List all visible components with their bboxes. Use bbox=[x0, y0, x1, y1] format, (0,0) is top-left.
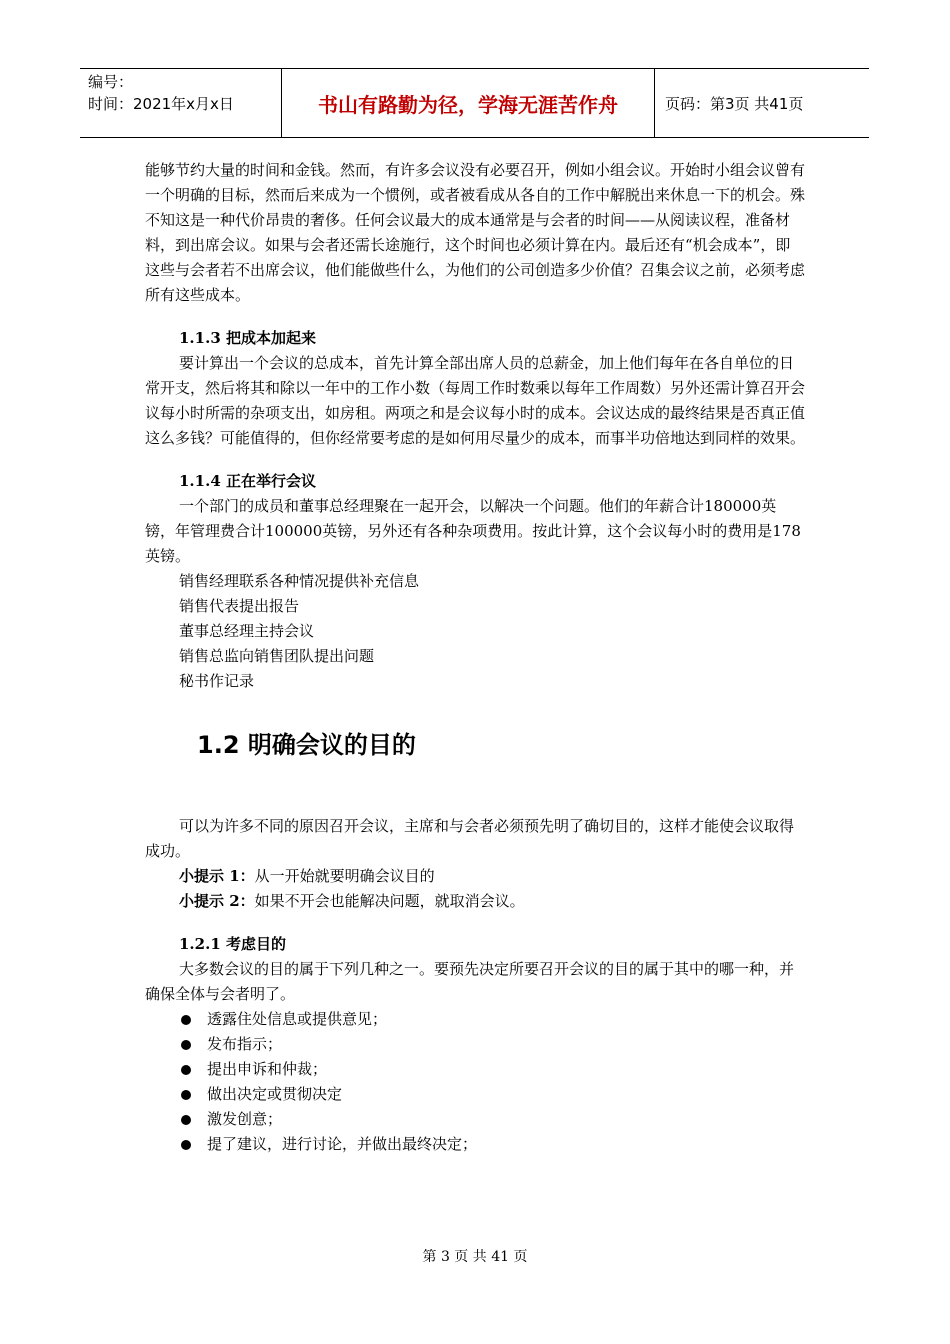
heading-1-1-3: 1.1.3 把成本加起来 bbox=[179, 329, 316, 347]
page-footer: 第 3 页 共 41 页 bbox=[422, 1249, 528, 1265]
paragraph: 可以为许多不同的原因召开会议，主席和与会者必须预先明了确切目的，这样才能使会议取得成功。 bbox=[145, 817, 795, 860]
heading-1-2-1: 1.2.1 考虑目的 bbox=[179, 935, 286, 953]
list-item-text: 提出申诉和仲裁； bbox=[207, 1060, 328, 1078]
list-item bbox=[179, 1107, 805, 1132]
document-body bbox=[145, 158, 805, 1157]
bullet-icon bbox=[181, 1040, 191, 1050]
list-item-text: 提了建议，进行讨论，并做出最终决定； bbox=[207, 1135, 478, 1153]
tip-1 bbox=[145, 864, 805, 889]
list-item bbox=[179, 1132, 805, 1157]
bullet-icon bbox=[181, 1090, 191, 1100]
paragraph: 一个部门的成员和董事总经理聚在一起开会，以解决一个问题。他们的年薪合计180000英镑，年管理费合计100000英镑，另外还有各种杂项费用。按此计算，这个会议每小时的费用是178英镑。 bbox=[145, 497, 801, 565]
role-line: 秘书作记录 bbox=[179, 672, 255, 690]
bullet-icon bbox=[181, 1115, 191, 1125]
tip-2-label: 小提示 2： bbox=[179, 892, 255, 910]
role-line: 销售总监向销售团队提出问题 bbox=[179, 647, 375, 665]
time-label: 时间：2021年x月x日 bbox=[88, 95, 234, 113]
list-item-text: 发布指示； bbox=[207, 1035, 283, 1053]
heading-1-1-4: 1.1.4 正在举行会议 bbox=[179, 472, 316, 490]
bullet-icon bbox=[181, 1065, 191, 1075]
bullet-icon bbox=[181, 1015, 191, 1025]
heading-1-2: 1.2 明确会议的目的 bbox=[197, 731, 416, 759]
header-motto: 书山有路勤为径，学海无涯苦作舟 bbox=[282, 69, 655, 137]
paragraph: 大多数会议的目的属于下列几种之一。要预先决定所要召开会议的目的属于其中的哪一种，并确保全体与会者明了。 bbox=[145, 960, 795, 1003]
tip-1-label: 小提示 1： bbox=[179, 867, 255, 885]
page-header bbox=[80, 68, 869, 138]
tip-2 bbox=[145, 889, 805, 914]
list-item-text: 透露住处信息或提供意见； bbox=[207, 1010, 388, 1028]
purpose-list bbox=[145, 1007, 805, 1157]
list-item bbox=[179, 1057, 805, 1082]
header-page-number: 页码：第3页 共41页 bbox=[665, 94, 804, 113]
list-item bbox=[179, 1082, 805, 1107]
role-line: 董事总经理主持会议 bbox=[179, 622, 315, 640]
list-item bbox=[179, 1032, 805, 1057]
list-item-text: 激发创意； bbox=[207, 1110, 283, 1128]
tip-1-text: 从一开始就要明确会议目的 bbox=[254, 867, 435, 885]
paragraph: 要计算出一个会议的总成本，首先计算全部出席人员的总薪金，加上他们每年在各自单位的日常开支，然后将其和除以一年中的工作小数（每周工作时数乘以每年工作周数）另外还需计算召开会议每小时所需的杂项支出，如房租。两项之和是会议每小时的成本。会议达成的最终结果是否真正值这么多钱？可能值得的，但你经常要考虑的是如何用尽量少的成本，而事半功倍地达到同样的效果。 bbox=[145, 354, 806, 447]
list-item-text: 做出决定或贯彻决定 bbox=[207, 1085, 343, 1103]
role-line: 销售代表提出报告 bbox=[179, 597, 300, 615]
bullet-icon bbox=[181, 1140, 191, 1150]
tip-2-text: 如果不开会也能解决问题，就取消会议。 bbox=[254, 892, 525, 910]
number-label: 编号： bbox=[88, 73, 134, 91]
paragraph: 能够节约大量的时间和金钱。然而，有许多会议没有必要召开，例如小组会议。开始时小组会议曾有一个明确的目标，然而后来成为一个惯例，或者被看成从各自的工作中解脱出来休息一下的机会。殊不知这是一种代价昂贵的奢侈。任何会议最大的成本通常是与会者的时间——从阅读议程，准备材料，到出席会议。如果与会者还需长途施行，这个时间也必须计算在内。最后还有“机会成本”，即这些与会者若不出席会议，他们能做些什么，为他们的公司创造多少价值？召集会议之前，必须考虑所有这些成本。 bbox=[145, 161, 806, 304]
list-item bbox=[179, 1007, 805, 1032]
role-line: 销售经理联系各种情况提供补充信息 bbox=[179, 572, 420, 590]
header-meta-cell bbox=[80, 69, 282, 137]
